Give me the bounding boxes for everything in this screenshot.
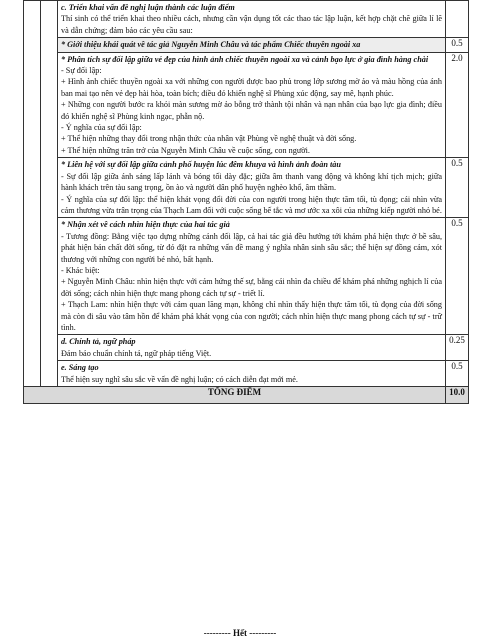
criteria-line: + Những con người bước ra khỏi màn sương mờ ảo bỗng trở thành tội nhân và nạn nhân của bạo lực gia đình; điều đó khiến nghệ sĩ Phùng kinh ngạc, phẫn nộ. <box>61 100 442 121</box>
table-row <box>24 361 469 387</box>
section-heading: d. Chính tả, ngữ pháp <box>61 337 136 347</box>
criteria-line: Đảm bảo chuẩn chính tả, ngữ pháp tiếng Việt. <box>61 348 212 358</box>
table-row <box>24 335 469 361</box>
criteria-line: Thể hiện suy nghĩ sâu sắc về vấn đề nghị luận; có cách diễn đạt mới mẻ. <box>61 374 298 384</box>
score-cell <box>446 1 469 38</box>
table-row <box>24 1 469 38</box>
content-cell <box>58 335 446 361</box>
content-cell <box>58 52 446 158</box>
table-row <box>24 158 469 218</box>
section-heading: * Nhận xét về cách nhìn hiện thực của hai tác giả <box>61 220 230 230</box>
criteria-line: + Thạch Lam: nhìn hiện thực với cảm quan lãng mạn, không chỉ nhìn thấy hiện thực tăm tối, tù đọng của đời sống mà còn đi sâu vào tâm hồn để khám phá khát vọng của con người; cách nhìn hiện thực mang phong cách tự sự - trữ tình. <box>61 300 442 332</box>
section-heading: * Giới thiệu khái quát về tác giả Nguyễn Minh Châu và tác phẩm Chiếc thuyền ngoài xa <box>61 40 361 50</box>
content-cell <box>58 1 446 38</box>
criteria-line: - Sự đối lập: <box>61 66 102 76</box>
end-of-document-marker: --------- Hết --------- <box>203 628 277 638</box>
score-cell: 0.5 <box>446 38 469 52</box>
marking-scheme-table <box>23 0 469 404</box>
section-heading: c. Triển khai vấn đề nghị luận thành các luận điểm <box>61 3 235 12</box>
criteria-line: - Ý nghĩa của sự đối lập: <box>61 123 142 133</box>
criteria-line: - Sự đối lập giữa ánh sáng lấp lánh và bóng tối dày đặc; giữa âm thanh vang động và không khí tịch mịch; giữa hành khách trên tàu sang trọng, ồn ào và người dân phố huyện nghèo khổ, âm thầm. <box>61 171 442 193</box>
total-row <box>24 387 469 404</box>
content-cell <box>58 218 446 335</box>
table-row <box>24 218 469 335</box>
criteria-line: + Nguyễn Minh Châu: nhìn hiện thực với cảm hứng thế sự, bằng cái nhìn đa chiều để khám phá những nghịch lí của đời sống; cách nhìn hiện thực mang phong cách tự sự - triết lí. <box>61 277 442 298</box>
section-heading: e. Sáng tạo <box>61 363 99 373</box>
total-label: TỔNG ĐIỂM <box>24 387 446 404</box>
score-cell: 0.5 <box>446 361 469 387</box>
criteria-line: + Thể hiện những thay đổi trong nhận thức của nhân vật Phùng về nghệ thuật và đời sống. <box>61 134 357 144</box>
score-cell: 0.5 <box>446 158 469 218</box>
criteria-line: - Khác biệt: <box>61 265 100 275</box>
total-score: 10.0 <box>446 387 469 404</box>
content-cell <box>58 38 446 52</box>
criteria-line: + Thể hiện những trăn trở của Nguyễn Minh Châu về cuộc sống, con người. <box>61 145 310 155</box>
score-cell: 0.5 <box>446 218 469 335</box>
content-cell <box>58 361 446 387</box>
part-number-cell <box>41 1 58 387</box>
table-row <box>24 38 469 52</box>
criteria-line: - Ý nghĩa của sự đối lập: thể hiện khát vọng đổi đời của con người trong hiện thực tăm tối, tù đọng; cái nhìn vừa cảm thương vừa trân trọng của Thạch Lam đối với cuộc sống bế tắc và mơ ước xa xôi của những kiếp người nhỏ bé. <box>61 194 442 215</box>
criteria-line: Thí sinh có thể triển khai theo nhiều cách, nhưng cần vận dụng tốt các thao tác lập luận, kết hợp chặt chẽ giữa lí lẽ và dẫn chứng; đảm bảo các yêu cầu sau: <box>61 14 442 35</box>
section-heading: * Phân tích sự đối lập giữa vẻ đẹp của hình ảnh chiếc thuyền ngoài xa và cảnh bạo lực ở gia đình hàng chài <box>61 54 429 64</box>
score-cell: 2.0 <box>446 52 469 158</box>
content-cell <box>58 158 446 218</box>
section-heading: * Liên hệ với sự đối lập giữa cảnh phố huyện lúc đêm khuya và hình ảnh đoàn tàu <box>61 160 341 170</box>
criteria-line: - Tương đồng: Bằng việc tạo dựng những cảnh đối lập, cả hai tác giả đều hướng tới khám phá hiện thực ở bề sâu, phát hiện bản chất đời sống, từ đó đặt ra những vấn đề mang ý nghĩa nhân sinh sâu sắc; thể hiện sự đồng cảm, xót thương với những con người bé nhỏ, bất hạnh. <box>61 231 442 264</box>
table-row <box>24 52 469 158</box>
criteria-line: + Hình ảnh chiếc thuyền ngoài xa với những con người được bao phủ trong lớp sương mờ ảo và màu hồng của ánh ban mai tạo nên vẻ đẹp hài hòa, toàn bích; điều đó khiến nghệ sĩ Phùng xúc động, say mê, hạnh phúc. <box>61 77 442 98</box>
question-number-cell <box>24 1 41 387</box>
score-cell: 0.25 <box>446 335 469 361</box>
